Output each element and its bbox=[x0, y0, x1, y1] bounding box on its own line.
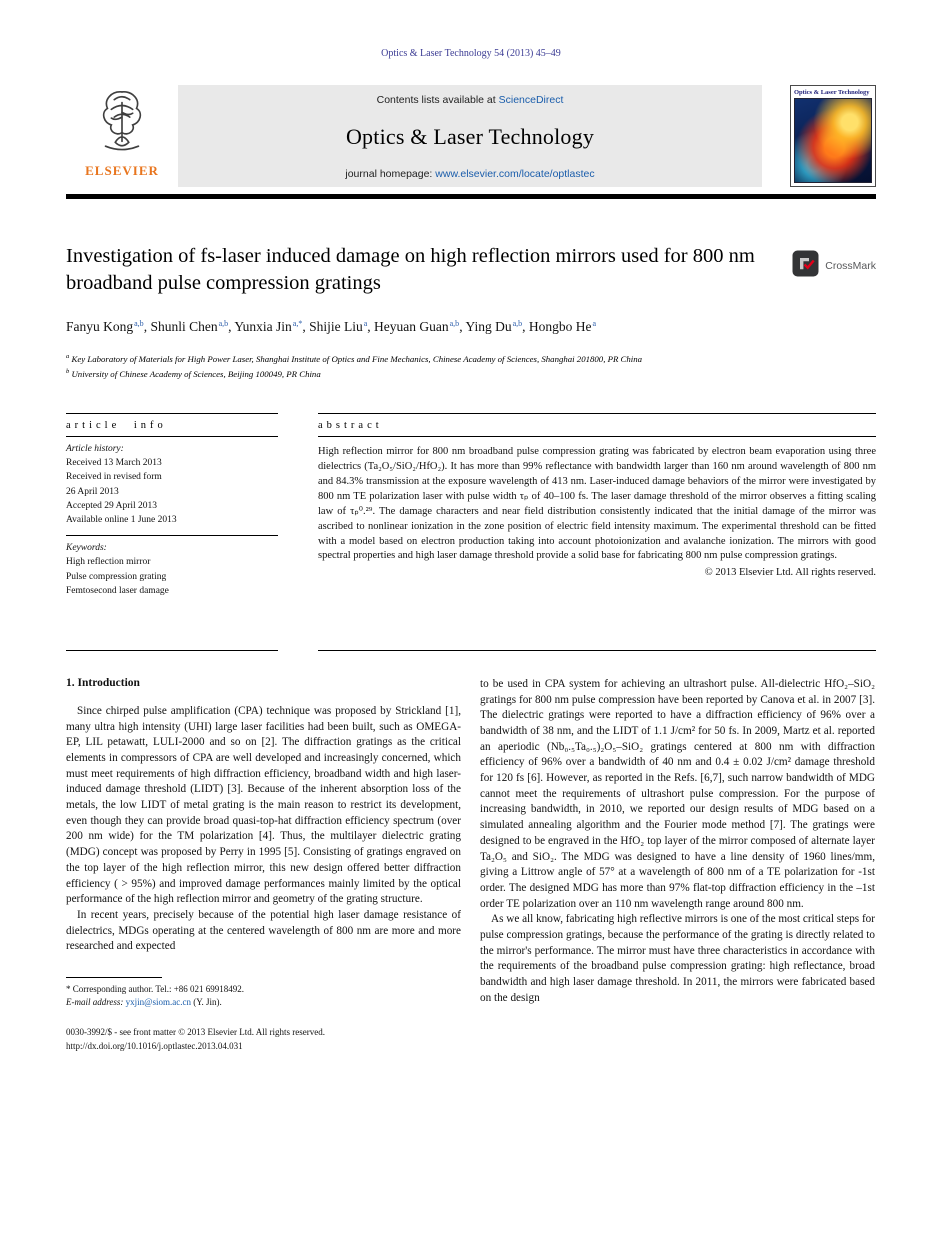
article-info-section bbox=[66, 413, 278, 651]
abstract-heading: abstract bbox=[318, 420, 383, 432]
divider bbox=[66, 650, 278, 651]
elsevier-logo bbox=[66, 85, 178, 187]
history-item: Available online 1 June 2013 bbox=[66, 515, 177, 526]
history-item: Received in revised form bbox=[66, 472, 162, 483]
divider bbox=[318, 650, 876, 651]
keywords-label: Keywords: bbox=[66, 543, 107, 554]
author-affil-sup: a,* bbox=[292, 318, 303, 328]
journal-title: Optics & Laser Technology bbox=[345, 124, 595, 149]
affiliation: $^b$ University of Chinese Academy of Sciences, Beijing 100049, PR China bbox=[66, 367, 321, 379]
doi-link[interactable]: http://dx.doi.org/10.1016/j.optlastec.2013.04.031 bbox=[66, 1040, 243, 1051]
journal-citation: Optics & Laser Technology 54 (2013) 45–49 bbox=[381, 48, 561, 59]
keyword: High reflection mirror bbox=[66, 557, 151, 568]
article-info-heading: article info bbox=[66, 420, 167, 432]
homepage-prefix: journal homepage: bbox=[345, 168, 433, 180]
issn-line: 0030-3992/$ - see front matter © 2013 Elsevier Ltd. All rights reserved. bbox=[66, 1026, 326, 1037]
article-body bbox=[66, 677, 876, 1010]
author: Heyuan Guan$^{a,b}$, bbox=[374, 318, 466, 335]
section-heading-introduction: 1. Introduction bbox=[66, 677, 140, 690]
author: Shunli Chen$^{a,b}$, bbox=[150, 318, 235, 335]
journal-cover-art bbox=[794, 98, 872, 183]
email-label: E-mail address: bbox=[66, 997, 124, 1008]
divider bbox=[318, 436, 876, 437]
body-paragraph: In recent years, precisely because of the potential high laser damage resistance of dielectrics, MDGs operating at the centered wavelength of 800 nm are more and more researched and expected bbox=[66, 908, 461, 953]
journal-cover-title: Optics & Laser Technology bbox=[794, 89, 870, 96]
history-item: Accepted 29 April 2013 bbox=[66, 500, 158, 511]
email-suffix: (Y. Jin). bbox=[193, 997, 222, 1008]
article-history-label: Article history: bbox=[66, 444, 124, 455]
crossmark-icon bbox=[792, 250, 819, 282]
author-list bbox=[66, 317, 766, 338]
email-link[interactable]: yxjin@siom.ac.cn bbox=[125, 997, 191, 1008]
abstract-section bbox=[318, 413, 876, 651]
author-affil-sup: a bbox=[592, 318, 597, 328]
article-history bbox=[66, 437, 278, 535]
corresponding-author-note: * Corresponding author. Tel.: +86 021 69918492. bbox=[66, 983, 245, 994]
body-paragraph: As we all know, fabricating high reflective mirrors is one of the most critical steps for pulse compression gratings, because the performance of the grating is directly related to the mirror's performance. The mirror must have three characteristics in accordance with the requirements of the broadband pulse compression grating: high reflectance, broad bandwidth and high laser damage threshold. In 2011, the mirrors were fabricated based on the design bbox=[480, 913, 875, 1004]
keyword: Femtosecond laser damage bbox=[66, 585, 169, 596]
affiliation: $^a$ Key Laboratory of Materials for High Power Laser, Shanghai Institute of Optics and Fine Mechanics, Chinese Academy of Sciences, Shanghai 201800, PR China bbox=[66, 353, 643, 364]
crossmark-badge[interactable] bbox=[792, 251, 876, 281]
keywords-block bbox=[66, 536, 278, 606]
affiliation-list bbox=[66, 352, 706, 381]
author: Fanyu Kong$^{a,b}$, bbox=[66, 318, 151, 335]
author: Ying Du$^{a,b}$, bbox=[465, 318, 529, 335]
footnote-divider bbox=[66, 977, 162, 978]
keyword: Pulse compression grating bbox=[66, 571, 167, 582]
elsevier-tree-icon bbox=[91, 85, 153, 162]
author-affil-sup: a,b bbox=[218, 318, 229, 328]
author: Shijie Liu$^a$, bbox=[309, 318, 375, 335]
author: Yunxia Jin$^{a,*}$, bbox=[234, 318, 310, 335]
author-affil-sup: a,b bbox=[512, 318, 523, 328]
history-item: 26 April 2013 bbox=[66, 486, 119, 497]
body-paragraph: to be used in CPA system for achieving an ultrashort pulse. All-dielectric HfO₂–SiO₂ gratings for 800 nm pulse compression have been reported by Canova et al. in 2007 [3]. The dielectric gratings were reported to have a diffraction efficiency of 96% over a bandwidth of 38 nm, and the LIDT of 1.1 J/cm² for 50 fs. In 2009, Martz et al. reported an aperiodic (Nb₀.₅Ta₀.₅)₂O₅–SiO₂ gratings centered at 800 nm with diffraction efficiency of 96% over a bandwidth of 40 nm and 0.4 ± 0.02 J/cm² damage threshold for 120 fs [6]. However, as reported in the Refs. [6,7], such narrow bandwidth of MDG cannot meet the requirements of ultrashort pulse compression. For the purpose of increasing bandwidth, in 2010, we reported our design results of MDG based on a simulated annealing algorithm and the Fourier mode method [7]. The gratings were designed to be engraved in the HfO₂ top layer of the mirror composed of alternate layer Ta₂O₅ and SiO₂. The MDG was designed to have a line density of 1960 lines/mm, giving a Littrow angle of 57° at a wavelength of 800 nm of a TE polarization for -1st order. The designed MDG has more than 97% flat-top diffraction efficiency in the –1st order TE polarization over an 110 nm wavelength range around 800 nm. bbox=[480, 678, 875, 910]
author-affil-sup: a bbox=[363, 318, 368, 328]
abstract-text: High reflection mirror for 800 nm broadband pulse compression grating was fabricated by electron beam evaporation using three dielectrics (Ta₂O₅/SiO₂/HfO₂). It has more than 99% reflectance with bandwidth larger than 160 nm around wavelength of 800 nm and 84.3% transmission at the exposure wavelength of 413 nm. Laser-induced damage behaviors of the mirror were investigated by 800 nm TE polarization laser with pulse width τₚ of 40–100 fs. The laser damage threshold of the mirror observes a fitting scaling law of τₚ⁰.²⁹. The damage characters and near field distribution consistently indicated that the initial damage of the mirror was ascribed to nonlinear ionization in the zone position of electric field intensity maximum. The experimental threshold can be fitted with a model based on electron production taking into account photoionization and avalanche ionization. The mirrors with good spectral properties and high laser damage threshold provide a solid base for fabricating 800 nm pulse compression gratings. bbox=[318, 446, 876, 562]
article-title: Investigation of fs-laser induced damage on high reflection mirrors used for 800 nm broadband pulse compression gratings bbox=[66, 245, 755, 295]
title-row bbox=[66, 243, 876, 297]
info-abstract-block bbox=[66, 413, 876, 651]
journal-homepage-link[interactable]: www.elsevier.com/locate/optlastec bbox=[435, 168, 595, 180]
body-paragraph: Since chirped pulse amplification (CPA) technique was proposed by Strickland [1], many ultra high intensity (UHI) large laser facilities had been built, such as OMEGA-EP, LIL petawatt, LULI-2000 and so on [2]. The diffraction gratings as the critical elements in compressors of CPA are well developed and increasingly concerned, which must meet requirements of high diffraction efficiency, broadband width and high laser-induced damage threshold (LIDT) [3]. Because of the inherent absorption loss of the metals, the low LIDT of metal grating is the main reason to restrict its development, even though they can provide broad quasi-top-hat diffraction efficiency spectrum (over 200 nm wide) for the TM polarization [4]. Thus, the multilayer dielectric grating (MDG) concept was proposed by Perry in 1995 [5]. Consisting of gratings engraved on the top layer of the high reflection mirror, this new design offered better diffraction efficiency ( > 95%) and improved damage performances mainly limited by the optical performance of the high reflection mirror and geometry of the grating structure. bbox=[66, 705, 461, 906]
body-right-column bbox=[480, 677, 875, 1010]
contents-prefix: Contents lists available at bbox=[376, 94, 496, 106]
header-divider bbox=[66, 194, 876, 199]
body-left-column bbox=[66, 677, 461, 1010]
journal-header-band bbox=[66, 85, 876, 187]
author-affil-sup: a,b bbox=[449, 318, 460, 328]
footer-meta bbox=[66, 1026, 876, 1054]
journal-header-box bbox=[178, 85, 762, 187]
sciencedirect-link[interactable]: ScienceDirect bbox=[498, 94, 564, 106]
crossmark-label: CrossMark bbox=[825, 260, 876, 272]
copyright-line: © 2013 Elsevier Ltd. All rights reserved. bbox=[704, 567, 876, 579]
contents-line bbox=[377, 94, 564, 106]
journal-cover-thumbnail[interactable] bbox=[790, 85, 876, 187]
elsevier-wordmark: ELSEVIER bbox=[85, 163, 159, 178]
author: Hongbo He$^a$ bbox=[528, 318, 597, 335]
author-affil-sup: a,b bbox=[134, 318, 144, 328]
history-item: Received 13 March 2013 bbox=[66, 458, 162, 469]
footnote-block bbox=[66, 977, 461, 1010]
email-line bbox=[66, 996, 461, 1010]
homepage-line bbox=[345, 168, 594, 180]
